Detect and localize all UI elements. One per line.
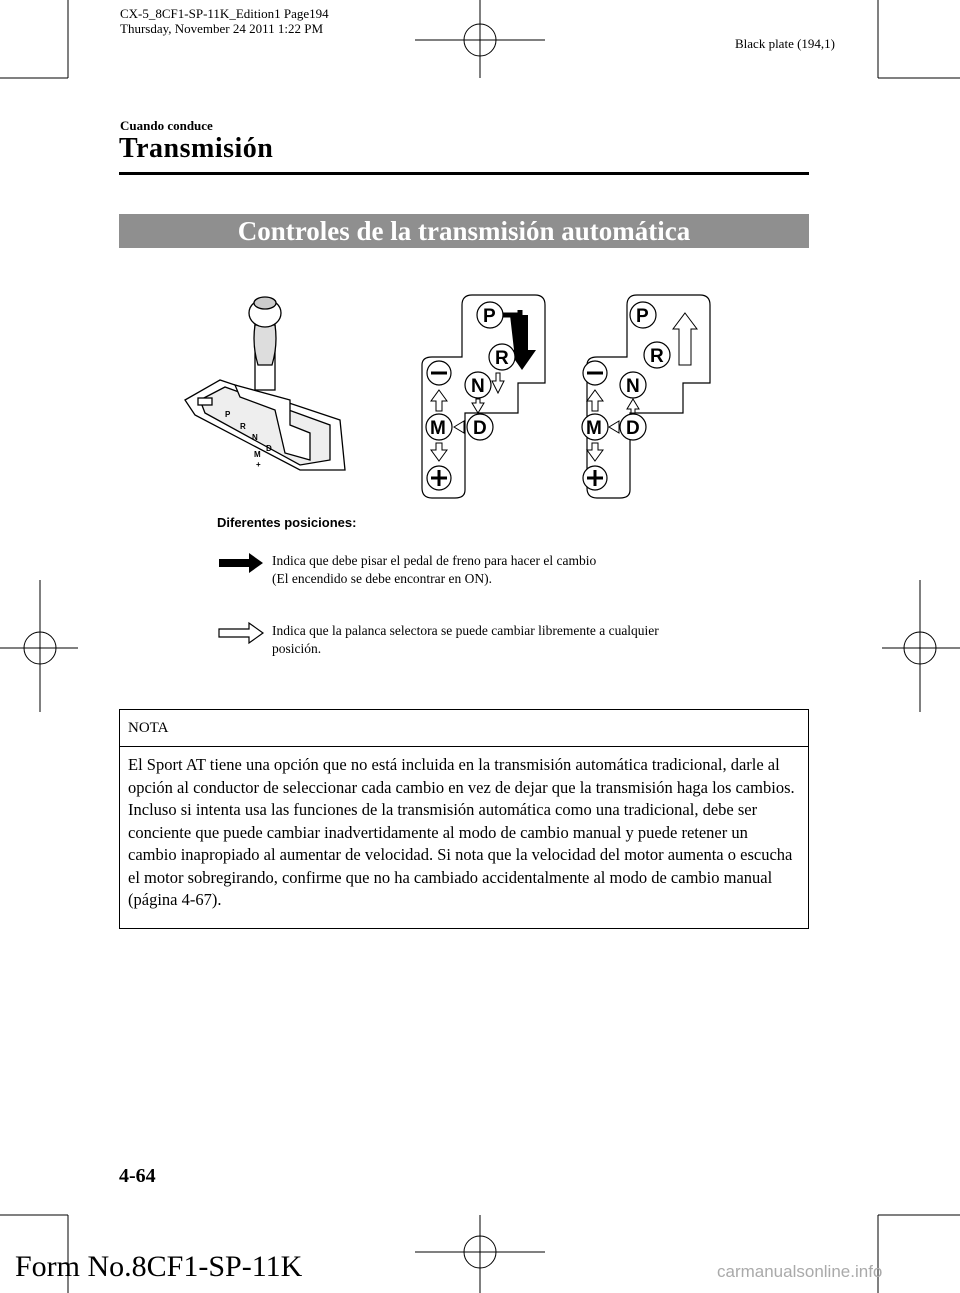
diagram1-n: N bbox=[471, 376, 485, 397]
legend-caption: Diferentes posiciones: bbox=[217, 515, 357, 530]
print-meta-line2: Thursday, November 24 2011 1:22 PM bbox=[120, 21, 324, 36]
gate-label-d: D bbox=[266, 444, 272, 453]
diagram2-n: N bbox=[626, 376, 640, 397]
shift-figure bbox=[180, 285, 720, 500]
plate-label: Black plate (194,1) bbox=[735, 36, 835, 51]
gate-label-r: R bbox=[240, 422, 246, 431]
white-arrow-icon bbox=[217, 621, 265, 645]
watermark: carmanualsonline.info bbox=[717, 1262, 883, 1281]
print-meta bbox=[120, 6, 329, 36]
title-rule bbox=[119, 172, 809, 175]
diagram1-m: M bbox=[430, 418, 446, 439]
legend-item-brake-line2: (El encendido se debe encontrar en ON). bbox=[272, 571, 493, 586]
gate-label-m: M bbox=[254, 450, 261, 459]
banner-title: Controles de la transmisión automática bbox=[119, 214, 809, 248]
print-meta-line1: CX-5_8CF1-SP-11K_Edition1 Page194 bbox=[120, 6, 329, 21]
diagram1-r: R bbox=[495, 348, 509, 369]
section-title: Transmisión bbox=[119, 133, 274, 164]
legend-item-free bbox=[272, 622, 772, 658]
diagram2-d: D bbox=[626, 418, 640, 439]
legend-item-brake bbox=[272, 552, 772, 588]
section-label: Cuando conduce bbox=[120, 118, 213, 133]
diagram1-p: P bbox=[483, 306, 496, 327]
diagram2-m: M bbox=[586, 418, 602, 439]
gate-label-p: P bbox=[225, 410, 231, 419]
legend-item-free-line2: posición. bbox=[272, 641, 322, 656]
page-number: 4-64 bbox=[119, 1165, 156, 1187]
diagram1-d: D bbox=[473, 418, 487, 439]
diagram2-r: R bbox=[650, 346, 664, 367]
black-arrow-icon bbox=[217, 551, 265, 575]
shifter-illustration bbox=[185, 297, 345, 470]
gate-diagram-brake bbox=[422, 295, 545, 498]
legend-item-free-line1: Indica que la palanca selectora se puede cambiar libremente a cualquier bbox=[272, 623, 659, 638]
note-body: El Sport AT tiene una opción que no está incluida en la transmisión automática tradicional, darle al opción al conductor de seleccionar cada cambio en vez de dejar que la transmisión haga los cambios. Incluso si intenta usa las funciones de la transmisión automática como una tradicional, debe ser conciente que puede cambiar inadvertidamente al modo de cambio manual y puede retener un cambio inapropiado al aumentar de velocidad. Si nota que la velocidad del motor aumenta o escucha el motor sobregirando, confirme que no ha cambiado accidentalmente al modo de cambio manual (página 4-67). bbox=[128, 755, 795, 909]
legend-item-brake-line1: Indica que debe pisar el pedal de freno para hacer el cambio bbox=[272, 553, 597, 568]
note-heading: NOTA bbox=[120, 710, 808, 747]
form-number: Form No.8CF1-SP-11K bbox=[15, 1250, 303, 1283]
gate-diagram-free bbox=[582, 295, 710, 498]
note-box bbox=[119, 709, 809, 929]
gate-label-plus: + bbox=[256, 460, 261, 469]
gate-label-n: N bbox=[252, 433, 258, 442]
diagram2-p: P bbox=[636, 306, 649, 327]
